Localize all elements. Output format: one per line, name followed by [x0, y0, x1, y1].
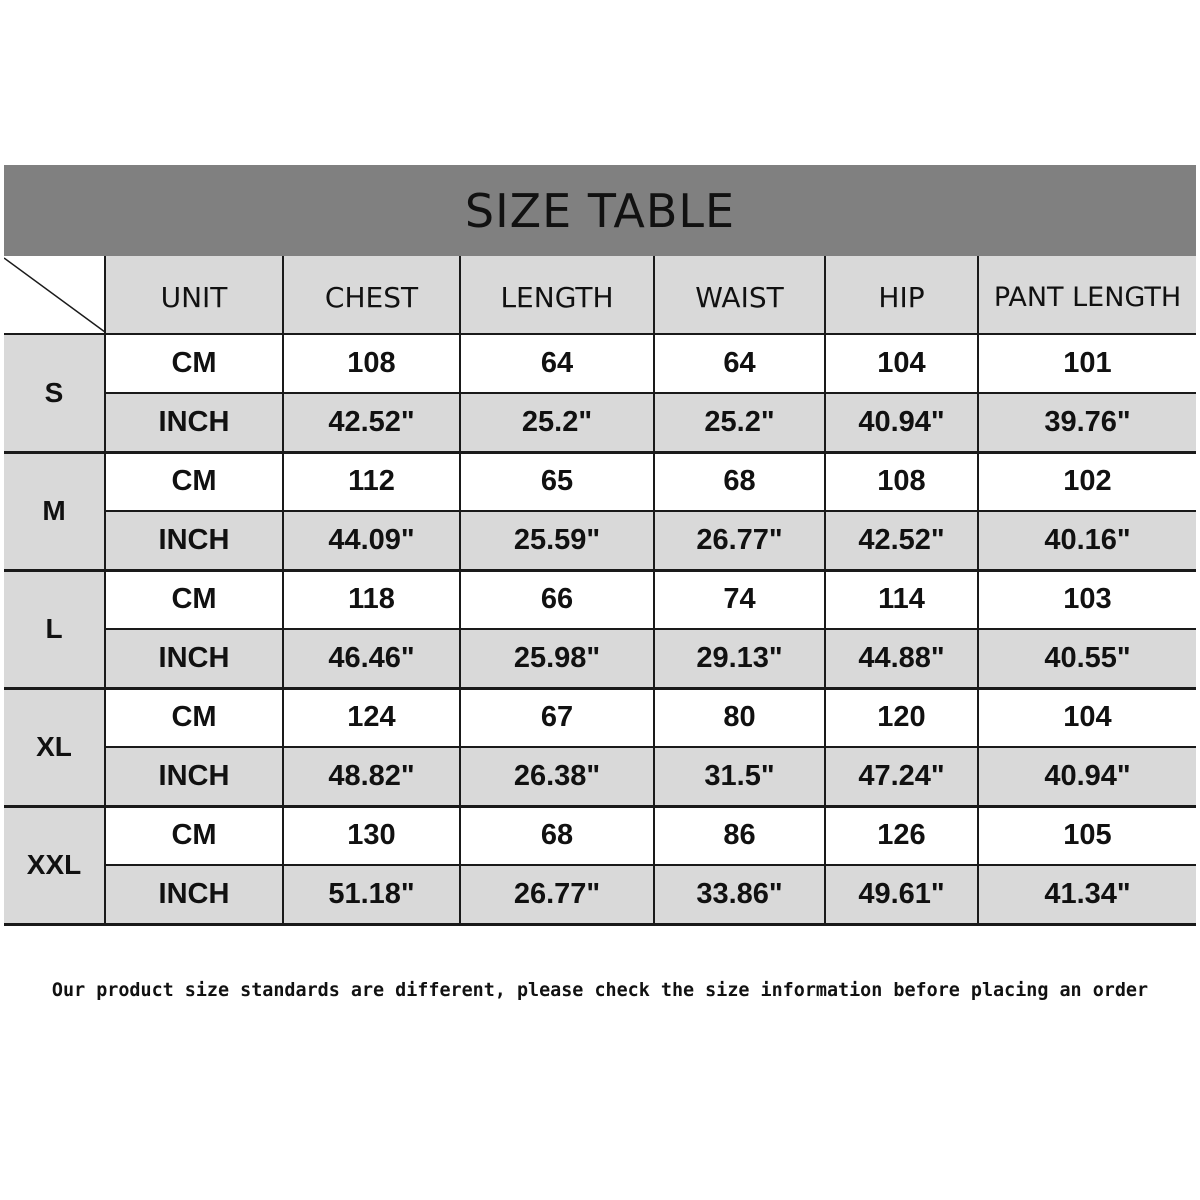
cell-hip: 49.61" [825, 865, 978, 924]
cell-pant-length: 101 [978, 334, 1196, 393]
cell-chest: 51.18" [283, 865, 460, 924]
size-label: M [4, 452, 105, 570]
column-header-length: LENGTH [460, 256, 654, 334]
cell-length: 68 [460, 806, 654, 865]
cell-hip: 42.52" [825, 511, 978, 570]
diagonal-divider-icon [4, 256, 105, 334]
cell-pant-length: 40.16" [978, 511, 1196, 570]
cell-unit: INCH [105, 393, 283, 452]
table-row [4, 629, 1196, 688]
cell-hip: 40.94" [825, 393, 978, 452]
cell-waist: 26.77" [654, 511, 825, 570]
cell-chest: 48.82" [283, 747, 460, 806]
cell-waist: 68 [654, 452, 825, 511]
cell-chest: 44.09" [283, 511, 460, 570]
cell-unit: INCH [105, 865, 283, 924]
table-row [4, 334, 1196, 393]
size-label: L [4, 570, 105, 688]
footnote-text: Our product size standards are different, please check the size information before placing an order [51, 980, 1149, 1001]
cell-waist: 74 [654, 570, 825, 629]
cell-length: 67 [460, 688, 654, 747]
cell-length: 26.77" [460, 865, 654, 924]
cell-hip: 108 [825, 452, 978, 511]
cell-unit: INCH [105, 511, 283, 570]
table-title: SIZE TABLE [4, 165, 1196, 256]
table-row [4, 806, 1196, 865]
cell-length: 25.98" [460, 629, 654, 688]
table-header-row [4, 256, 1196, 334]
table-row [4, 747, 1196, 806]
table-row [4, 511, 1196, 570]
cell-unit: CM [105, 806, 283, 865]
cell-chest: 112 [283, 452, 460, 511]
cell-unit: CM [105, 688, 283, 747]
cell-waist: 29.13" [654, 629, 825, 688]
cell-chest: 108 [283, 334, 460, 393]
cell-unit: INCH [105, 629, 283, 688]
cell-length: 25.2" [460, 393, 654, 452]
cell-unit: INCH [105, 747, 283, 806]
cell-waist: 31.5" [654, 747, 825, 806]
cell-waist: 25.2" [654, 393, 825, 452]
table-row [4, 393, 1196, 452]
cell-hip: 126 [825, 806, 978, 865]
cell-chest: 42.52" [283, 393, 460, 452]
cell-chest: 130 [283, 806, 460, 865]
cell-unit: CM [105, 452, 283, 511]
column-header-unit: UNIT [105, 256, 283, 334]
cell-length: 64 [460, 334, 654, 393]
cell-unit: CM [105, 570, 283, 629]
cell-pant-length: 103 [978, 570, 1196, 629]
cell-hip: 47.24" [825, 747, 978, 806]
table-row [4, 570, 1196, 629]
cell-length: 26.38" [460, 747, 654, 806]
cell-waist: 80 [654, 688, 825, 747]
cell-length: 25.59" [460, 511, 654, 570]
size-table [4, 256, 1196, 926]
cell-hip: 120 [825, 688, 978, 747]
cell-waist: 86 [654, 806, 825, 865]
cell-pant-length: 40.94" [978, 747, 1196, 806]
table-row [4, 688, 1196, 747]
cell-length: 65 [460, 452, 654, 511]
cell-waist: 64 [654, 334, 825, 393]
corner-cell [4, 256, 105, 334]
table-row [4, 452, 1196, 511]
cell-pant-length: 39.76" [978, 393, 1196, 452]
table-row [4, 865, 1196, 924]
column-header-hip: HIP [825, 256, 978, 334]
size-label: S [4, 334, 105, 452]
cell-hip: 44.88" [825, 629, 978, 688]
size-label: XL [4, 688, 105, 806]
cell-chest: 46.46" [283, 629, 460, 688]
column-header-chest: CHEST [283, 256, 460, 334]
cell-hip: 114 [825, 570, 978, 629]
cell-pant-length: 105 [978, 806, 1196, 865]
cell-pant-length: 41.34" [978, 865, 1196, 924]
cell-chest: 124 [283, 688, 460, 747]
column-header-waist: WAIST [654, 256, 825, 334]
cell-pant-length: 104 [978, 688, 1196, 747]
cell-pant-length: 40.55" [978, 629, 1196, 688]
cell-pant-length: 102 [978, 452, 1196, 511]
cell-length: 66 [460, 570, 654, 629]
size-label: XXL [4, 806, 105, 924]
cell-chest: 118 [283, 570, 460, 629]
column-header-pant-length: PANT LENGTH [978, 256, 1196, 334]
cell-unit: CM [105, 334, 283, 393]
cell-hip: 104 [825, 334, 978, 393]
cell-waist: 33.86" [654, 865, 825, 924]
